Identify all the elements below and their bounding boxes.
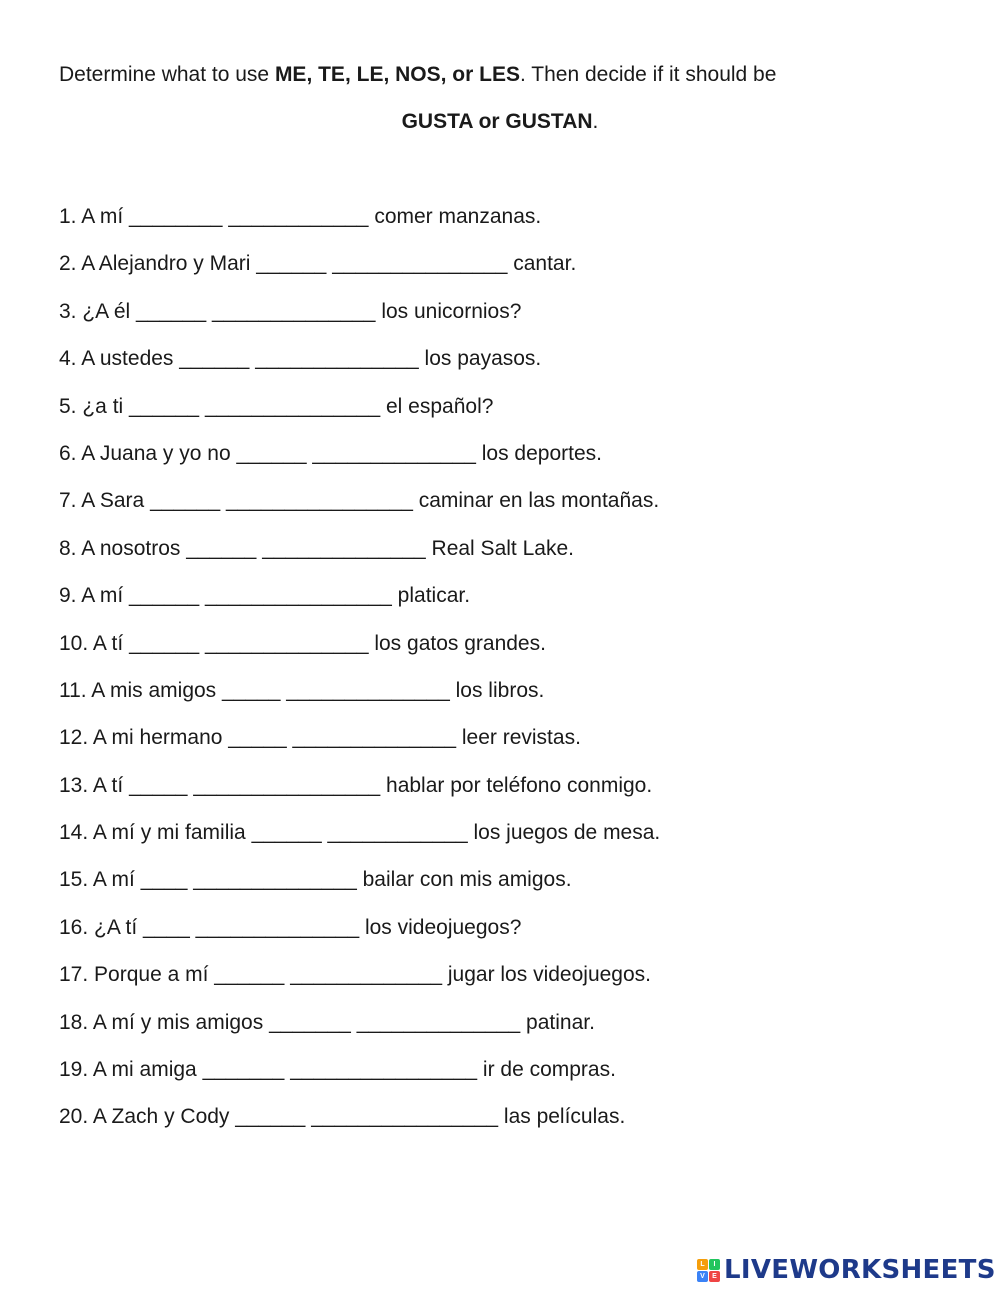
pronoun-blank[interactable]: ______	[129, 584, 200, 608]
item-ending: Real Salt Lake.	[425, 536, 574, 560]
pronoun-blank[interactable]: ______	[186, 536, 257, 560]
liveworksheets-logo	[697, 1254, 996, 1286]
logo-mark-letter: E	[709, 1271, 720, 1282]
pronoun-blank[interactable]: ______	[236, 441, 307, 465]
pronoun-blank[interactable]: _______	[269, 1010, 351, 1034]
verb-blank[interactable]: ____________	[327, 821, 468, 845]
item-prompt: 17. Porque a mí	[59, 963, 215, 987]
pronoun-blank[interactable]: ______	[256, 252, 327, 276]
item-prompt: 15. A mí	[59, 868, 141, 892]
verb-blank[interactable]: ______________	[193, 868, 357, 892]
verb-blank[interactable]: _______________	[332, 252, 508, 276]
verb-options: GUSTA or GUSTAN	[401, 110, 593, 133]
verb-blank[interactable]: ______________	[211, 299, 376, 323]
item-ending: los videojuegos?	[359, 915, 522, 939]
item-ending: los juegos de mesa.	[467, 821, 661, 845]
instructions-prefix: Determine what to use	[59, 63, 275, 86]
verb-blank[interactable]: ________________	[204, 584, 392, 608]
pronoun-blank[interactable]: ____	[143, 915, 190, 939]
verb-blank[interactable]: ________________	[311, 1105, 499, 1129]
verb-blank[interactable]: ______________	[195, 915, 360, 939]
pronoun-options: ME, TE, LE, NOS, or LES	[274, 63, 520, 86]
exercise-item	[59, 1008, 959, 1055]
pronoun-blank[interactable]: ____	[140, 868, 188, 892]
item-prompt: 7. A Sara	[59, 489, 151, 513]
item-ending: caminar en las montañas.	[412, 489, 660, 513]
item-prompt: 3. ¿A él	[59, 299, 137, 323]
instructions-suffix: . Then decide if it should be	[519, 63, 777, 86]
exercise-item	[59, 581, 959, 628]
item-ending: las películas.	[498, 1105, 626, 1129]
item-ending: hablar por teléfono conmigo.	[380, 773, 653, 797]
verb-blank[interactable]: ______________	[204, 631, 369, 655]
exercise-item	[59, 676, 959, 723]
verb-blank[interactable]: ______________	[312, 441, 476, 465]
exercise-item	[59, 818, 959, 865]
item-ending: los libros.	[449, 678, 545, 702]
pronoun-blank[interactable]: ______	[150, 489, 221, 513]
pronoun-blank[interactable]: _____	[228, 726, 287, 750]
exercise-item	[59, 629, 959, 676]
pronoun-blank[interactable]: ________	[129, 205, 223, 228]
item-prompt: 8. A nosotros	[59, 536, 187, 560]
logo-mark-icon	[697, 1259, 720, 1282]
verb-blank[interactable]: _______________	[204, 394, 381, 418]
verb-blank[interactable]: _____________	[290, 963, 443, 987]
item-ending: el español?	[380, 394, 494, 418]
item-prompt: 19. A mi amiga	[59, 1058, 203, 1082]
item-prompt: 2. A Alejandro y Mari	[59, 252, 257, 276]
logo-mark-letter: V	[697, 1271, 708, 1282]
verb-blank[interactable]: ________________	[226, 489, 413, 513]
item-ending: platicar.	[391, 584, 471, 608]
pronoun-blank[interactable]: ______	[129, 394, 200, 418]
item-prompt: 6. A Juana y yo no	[59, 441, 237, 465]
verb-blank[interactable]: ______________	[286, 678, 450, 702]
exercise-item	[59, 913, 959, 960]
logo-mark-letter: I	[709, 1259, 720, 1270]
item-prompt: 5. ¿a ti	[59, 394, 130, 418]
item-ending: cantar.	[507, 252, 577, 276]
item-ending: ir de compras.	[477, 1058, 616, 1082]
exercise-item	[59, 723, 959, 770]
instructions-line-2	[0, 107, 1000, 137]
item-prompt: 20. A Zach y Cody	[59, 1105, 236, 1129]
item-prompt: 9. A mí	[59, 584, 130, 608]
item-ending: leer revistas.	[456, 726, 581, 750]
exercise-item	[59, 771, 959, 818]
item-ending: jugar los videojuegos.	[442, 963, 651, 987]
exercise-item	[59, 534, 959, 581]
exercise-item	[59, 249, 959, 296]
pronoun-blank[interactable]: ______	[235, 1105, 306, 1129]
item-prompt: 4. A ustedes	[59, 347, 180, 371]
item-prompt: 11. A mis amigos	[59, 678, 223, 702]
item-prompt: 13. A tí	[59, 773, 130, 797]
exercise-item	[59, 960, 959, 1007]
verb-blank[interactable]: ______________	[262, 536, 426, 560]
logo-text: LIVEWORKSHEETS	[724, 1255, 996, 1285]
pronoun-blank[interactable]: _____	[129, 773, 188, 797]
verb-blank[interactable]: ________________	[290, 1058, 478, 1082]
exercise-list	[59, 202, 959, 1150]
item-prompt: 12. A mi hermano	[59, 726, 229, 750]
item-ending: los deportes.	[475, 441, 602, 465]
exercise-item	[59, 1102, 959, 1149]
exercise-item	[59, 344, 959, 391]
exercise-item	[59, 392, 959, 439]
item-ending: los unicornios?	[375, 299, 522, 323]
item-prompt: 16. ¿A tí	[59, 915, 144, 939]
item-ending: patinar.	[520, 1010, 595, 1034]
item-prompt: 10. A tí	[59, 631, 130, 655]
item-ending: bailar con mis amigos.	[356, 868, 572, 892]
verb-blank[interactable]: ______________	[255, 347, 419, 371]
pronoun-blank[interactable]: ______	[251, 821, 322, 845]
item-ending: los gatos grandes.	[368, 631, 546, 655]
instructions-end: .	[592, 110, 599, 133]
exercise-item	[59, 1055, 959, 1102]
exercise-item	[59, 439, 959, 486]
exercise-item	[59, 865, 959, 912]
item-ending: los payasos.	[418, 347, 542, 371]
item-prompt: 18. A mí y mis amigos	[59, 1010, 270, 1034]
verb-blank[interactable]: ____________	[228, 205, 369, 228]
exercise-item	[59, 297, 959, 344]
pronoun-blank[interactable]: ______	[179, 347, 250, 371]
pronoun-blank[interactable]: _____	[222, 678, 281, 702]
pronoun-blank[interactable]: ______	[214, 963, 285, 987]
verb-blank[interactable]: ______________	[292, 726, 457, 750]
verb-blank[interactable]: ________________	[193, 773, 381, 797]
instructions-line-1	[59, 60, 959, 90]
item-prompt: 14. A mí y mi familia	[59, 821, 252, 845]
item-prompt: 1. A mí	[59, 205, 130, 228]
exercise-item	[59, 202, 959, 249]
pronoun-blank[interactable]: ______	[129, 631, 200, 655]
item-ending: comer manzanas.	[368, 205, 542, 228]
pronoun-blank[interactable]: _______	[202, 1058, 285, 1082]
logo-mark-letter: L	[697, 1259, 708, 1270]
verb-blank[interactable]: ______________	[356, 1010, 521, 1034]
pronoun-blank[interactable]: ______	[136, 299, 207, 323]
exercise-item	[59, 486, 959, 533]
